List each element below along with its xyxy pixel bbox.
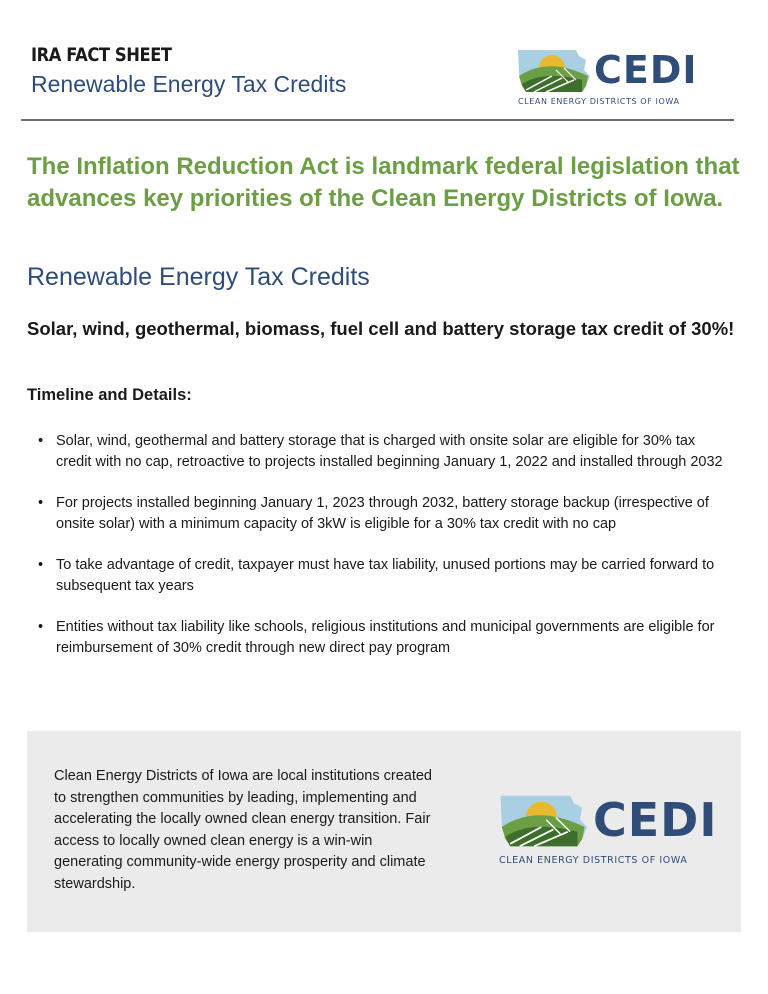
lead-statement: The Inflation Reduction Act is landmark federal legislation that advances key priorities of the Clean Energy Districts of Iowa. [27, 153, 740, 212]
fact-sheet-kicker: IRA FACT SHEET [31, 44, 172, 66]
section-title: Renewable Energy Tax Credits [27, 263, 370, 291]
list-item: • For projects installed beginning January 1, 2023 through 2032, battery storage backup (irrespective of onsite solar) with a minimum capacity of 3kW is eligible for a 30% tax credit with no cap [38, 493, 728, 535]
about-text: Clean Energy Districts of Iowa are local institutions created to strengthen communities by leading, implementing and accelerating the locally owned clean energy transition. Fair access to locally owned clean energy is a win-win generating community-wide energy prosperity and climate stewardship. [54, 768, 432, 892]
header-divider [21, 119, 734, 121]
header-title: Renewable Energy Tax Credits [31, 71, 347, 97]
cedi-logo-footer [497, 791, 718, 869]
details-label: Timeline and Details: [27, 386, 192, 404]
section-subhead: Solar, wind, geothermal, biomass, fuel cell and battery storage tax credit of 30%! [27, 318, 735, 339]
list-item: • To take advantage of credit, taxpayer must have tax liability, unused portions may be carried forward to subsequent tax years [38, 555, 728, 597]
details-list [38, 431, 728, 659]
iowa-landscape-icon [497, 791, 593, 851]
logo-wordmark: CEDI [594, 48, 698, 92]
iowa-landscape-icon [516, 46, 594, 96]
list-item: • Solar, wind, geothermal and battery storage that is charged with onsite solar are eligible for 30% tax credit with no cap, retroactive to projects installed beginning January 1, 2022 and installed through 2032 [38, 431, 728, 473]
logo-tagline: CLEAN ENERGY DISTRICTS OF IOWA [518, 97, 680, 106]
logo-tagline: CLEAN ENERGY DISTRICTS OF IOWA [499, 855, 688, 866]
logo-wordmark: CEDI [593, 793, 718, 847]
cedi-logo [516, 46, 698, 108]
list-item: • Entities without tax liability like schools, religious institutions and municipal governments are eligible for reimbursement of 30% credit through new direct pay program [38, 617, 728, 659]
